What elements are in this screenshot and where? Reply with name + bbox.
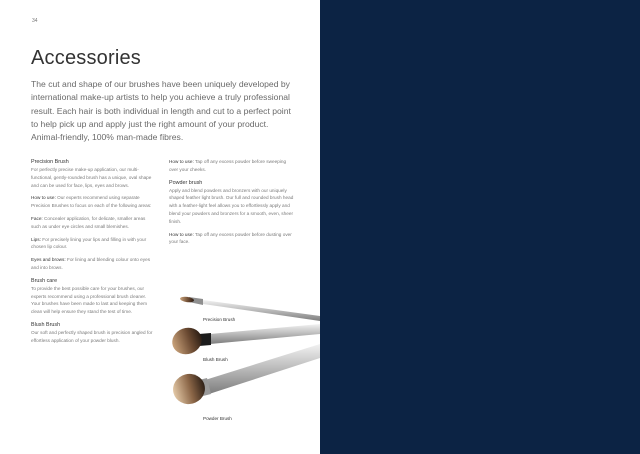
- left-column: [31, 158, 156, 350]
- blush-brush-text: Our soft and perfectly shaped brush is precision angled for effortless application of your powder blush.: [31, 329, 153, 343]
- powder-how-to-use-section: [169, 231, 295, 247]
- brush-care-section: [31, 277, 156, 316]
- blush-brush-section: [31, 321, 156, 345]
- brush-care-heading: Brush care: [31, 277, 58, 284]
- how-to-use-text: Our experts recommend using separate Precision Brushes to focus on each of the following areas:: [31, 195, 152, 209]
- blush-brush-label: Blush Brush: [203, 357, 228, 362]
- blush-how-to-use-section: [169, 158, 295, 174]
- powder-brush-heading: Powder brush: [169, 179, 203, 186]
- precision-brush-image: [180, 296, 320, 321]
- blush-brush-heading: Blush Brush: [31, 321, 61, 328]
- precision-brush-heading: Precision Brush: [31, 159, 69, 165]
- lips-label: Lips:: [31, 236, 41, 242]
- lips-text: For precisely lining your lips and filling in with your chosen lip colour.: [31, 236, 147, 250]
- face-section: [31, 215, 156, 231]
- brushes-photo: [165, 286, 320, 426]
- powder-how-to-use-text: Tap off any excess powder before dusting over your face.: [169, 231, 292, 245]
- brush-care-text: To provide the best possible care for your brushes, our experts recommend using a professional brush cleaner. Your brushes have been made to last and keeping them clean will help ensure they stand the test of time.: [31, 285, 148, 315]
- face-label: Face:: [31, 215, 43, 221]
- precision-brush-section: [31, 158, 156, 189]
- page-title: Accessories: [31, 47, 142, 69]
- powder-brush-text: Apply and blend powders and bronzers with our uniquely shaped feather light brush. Our full and rounded brush head with a feather-light feel allows you to effortlessly apply and blend your powders and bronzers for a smooth, even, sheer finish.: [169, 187, 294, 224]
- brushes-illustration: [165, 286, 320, 426]
- powder-brush-image: [170, 344, 320, 408]
- eyes-brows-label: Eyes and brows:: [31, 257, 66, 263]
- page-number: 34: [32, 18, 38, 24]
- blush-how-to-use-text: Tap off any excess powder before sweeping over your cheeks.: [169, 159, 287, 172]
- right-column: [169, 158, 295, 251]
- precision-brush-label: Precision Brush: [203, 317, 236, 322]
- powder-brush-section: [169, 179, 295, 226]
- precision-brush-text: For perfectly precise make-up application, our multi-functional, gently-rounded brush has a unique, oval shape and can be used for face, lips, eyes and brows.: [31, 167, 152, 188]
- blush-how-to-use-label: How to use:: [169, 159, 194, 164]
- powder-brush-label: Powder Brush: [203, 416, 232, 421]
- eyes-brows-section: [31, 256, 156, 272]
- eyes-brows-text: For lining and blending colour onto eyes and into brows.: [31, 257, 151, 270]
- lips-section: [31, 236, 156, 252]
- face-text: Concealer application, for delicate, smaller areas such as under eye circles and small blemishes.: [31, 215, 146, 229]
- how-to-use-label: How to use:: [31, 195, 56, 201]
- how-to-use-section: [31, 194, 156, 210]
- navy-side-panel: [320, 0, 640, 454]
- intro-paragraph: The cut and shape of our brushes have been uniquely developed by international make-up artists to help you achieve a truly professional result. Each hair is both individual in length and cut to a perfect point to help pick up and apply just the right amount of your product. Animal-friendly, 100% man-made fibres.: [31, 79, 291, 143]
- powder-how-to-use-label: How to use:: [169, 231, 194, 237]
